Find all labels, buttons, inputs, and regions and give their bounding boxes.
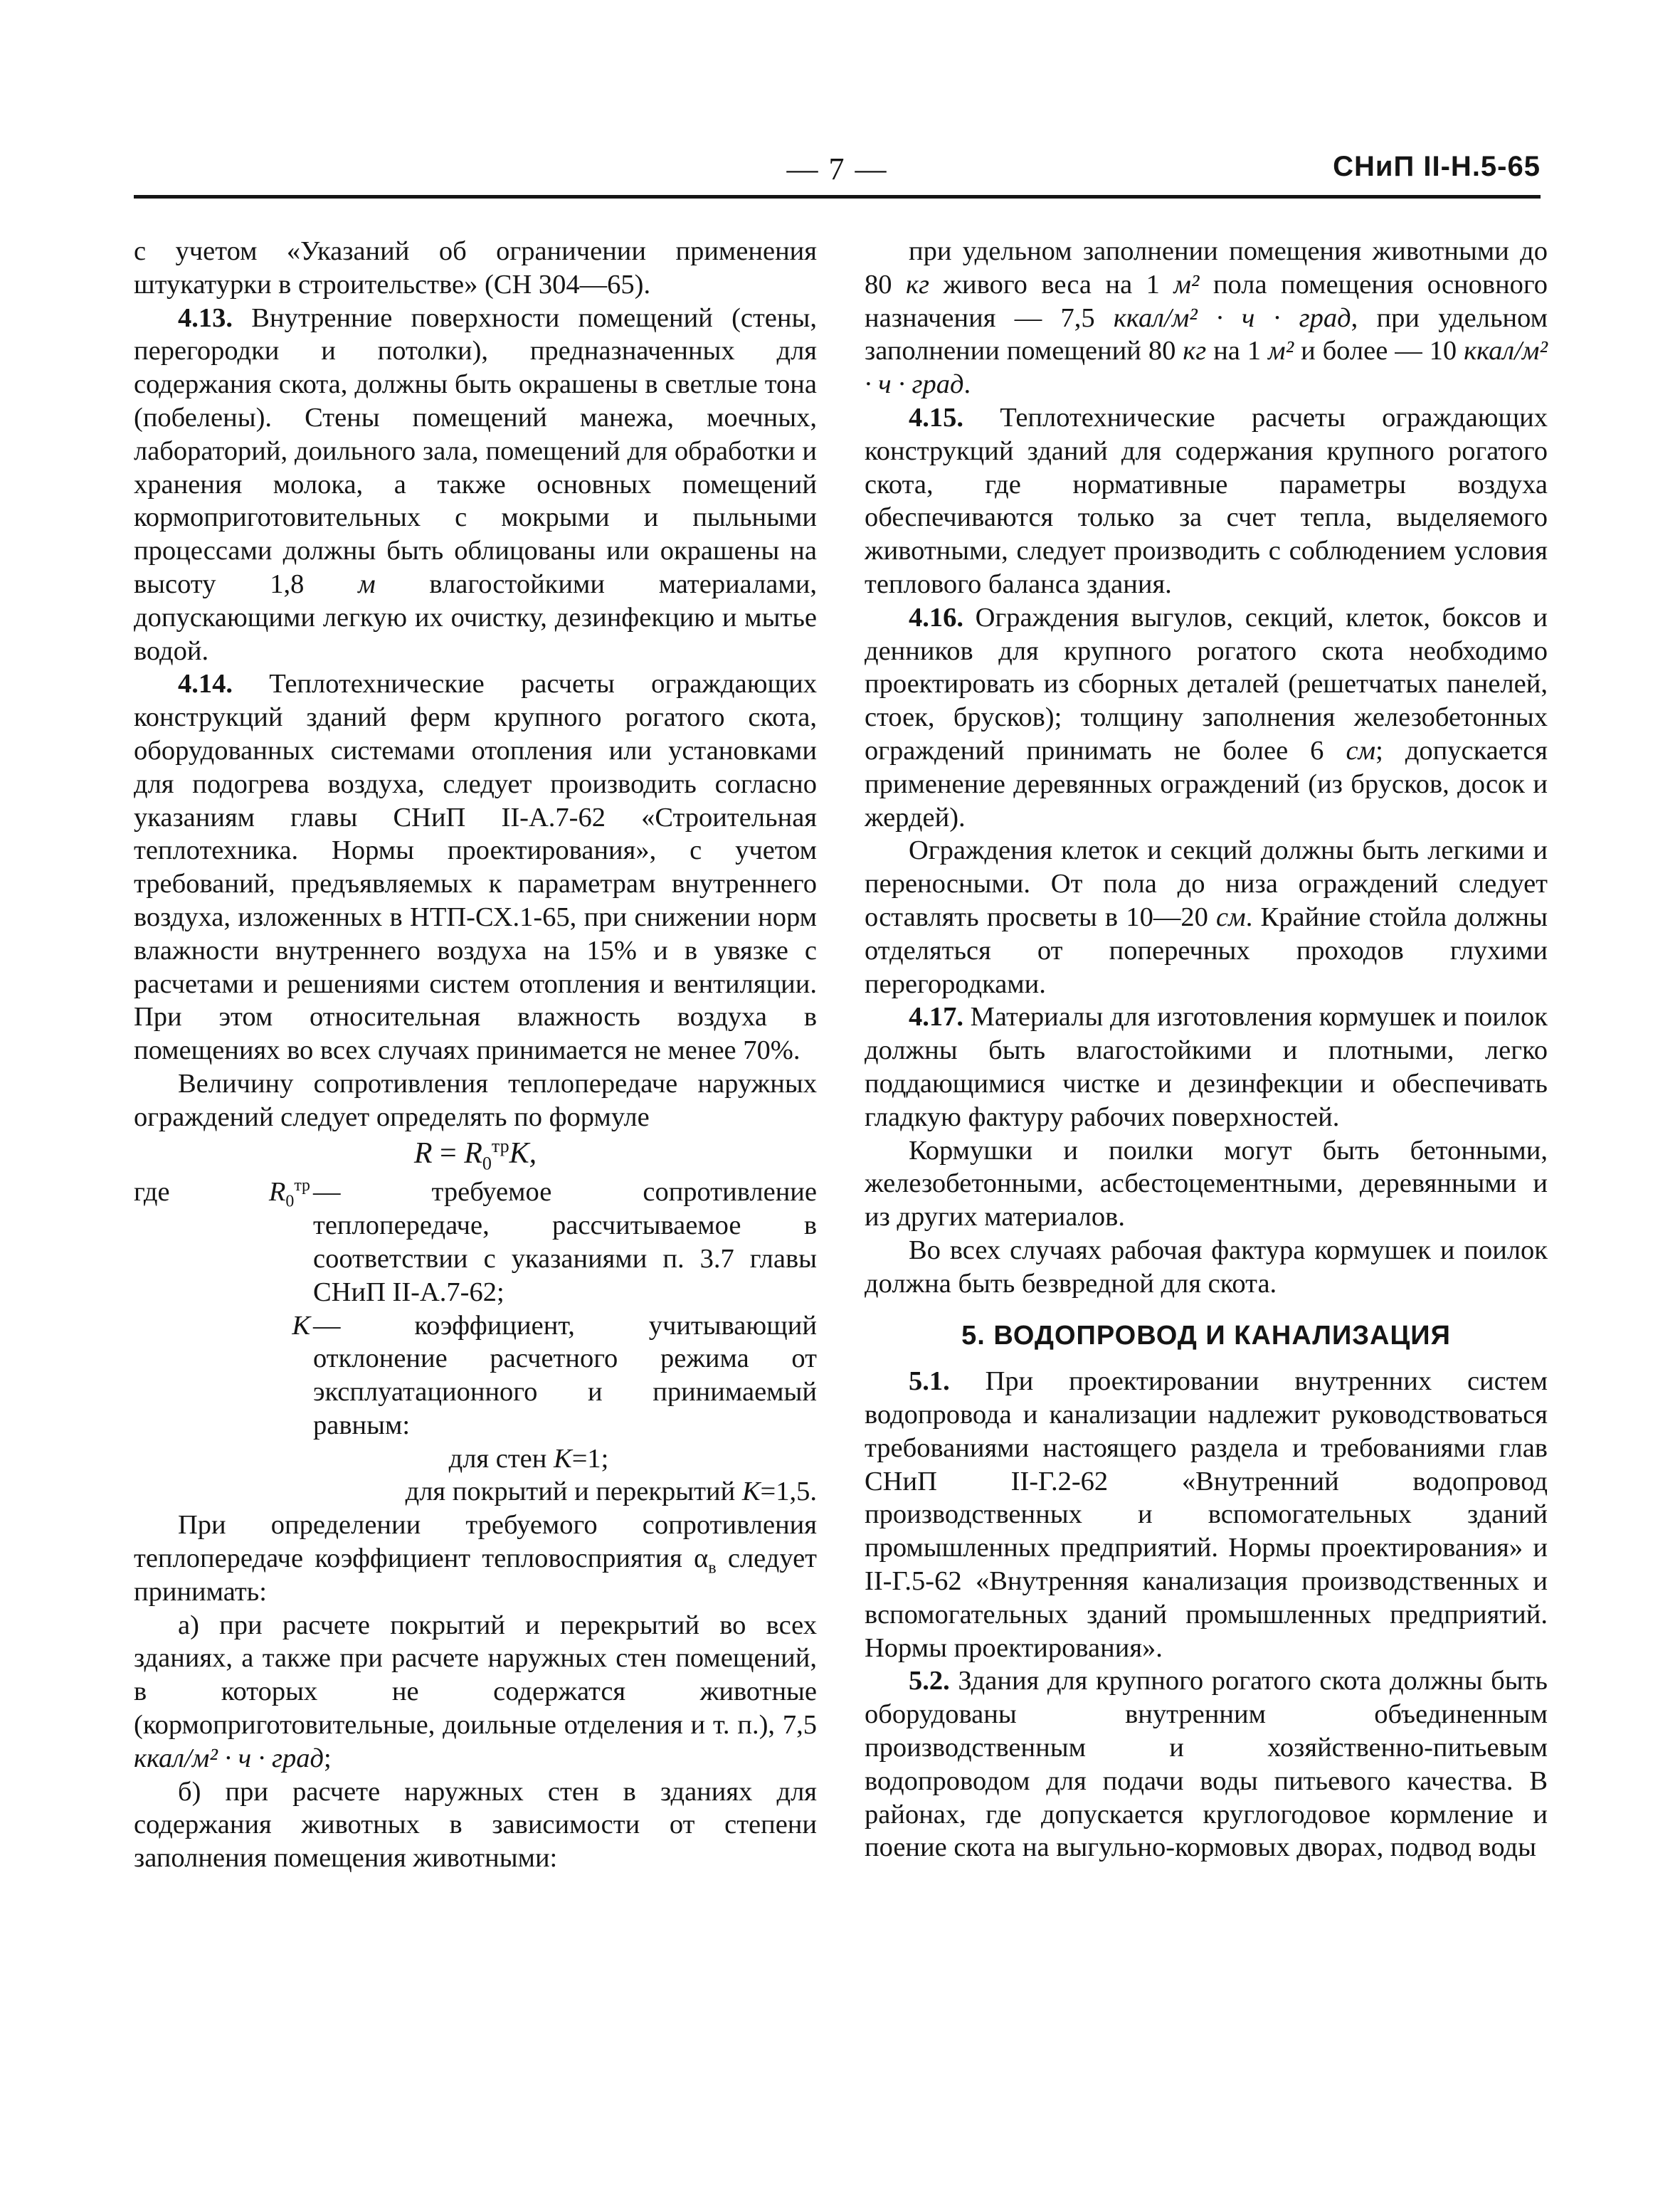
formula-eq: =: [432, 1136, 465, 1170]
text: пола помещения основного назначения — 7,5: [865, 269, 1548, 333]
unit: ккал/м² · ч · град: [1113, 302, 1351, 333]
text: . Крайние стойла должны отделяться от поперечных проходов глухими перегородками.: [865, 902, 1548, 999]
formula-r: R: [464, 1136, 482, 1170]
clause-text: Здания для крупного рогатого скота должны быть оборудованы внутренним объединенным производственным и хозяйственно-питьевым водопроводом для подачи воды питьевого качества. В районах, где допускается круглогодовое кормление и поение скота на выгульно-кормовых дворах, подвод воды: [865, 1666, 1548, 1863]
formula-subscript: 0: [482, 1152, 492, 1173]
clause-number: 4.15.: [909, 402, 963, 433]
paragraph-cages: [865, 834, 1548, 1000]
paragraph-continuation: с учетом «Указаний об ограничении применения штукатурки в строительстве» (СН 304—65).: [134, 236, 817, 300]
k-walls-symbol: K: [554, 1443, 572, 1474]
formula-superscript: тр: [491, 1135, 509, 1156]
k-walls-label: для стен: [448, 1443, 554, 1474]
text: и более — 10: [1294, 336, 1464, 366]
alpha-text-end: следует принимать:: [134, 1543, 818, 1607]
right-column: [865, 235, 1548, 1864]
formula-lhs: R: [413, 1136, 433, 1170]
clause-4-14: [134, 667, 817, 1067]
left-column: [134, 235, 817, 1875]
where-symbol-base: R: [268, 1177, 286, 1208]
clause-4-16: [865, 601, 1548, 835]
item-a-unit: ккал/м² · ч · град: [134, 1743, 324, 1773]
paragraph-continuation-right: [865, 235, 1548, 401]
header-rule: [134, 195, 1541, 199]
clause-5-1: [865, 1365, 1548, 1664]
clause-4-15: [865, 401, 1548, 601]
paragraph-feeders: Кормушки и поилки могут быть бетонными, железобетонными, асбестоцементными, деревянными и из других материалов.: [865, 1135, 1548, 1232]
unit: м²: [1268, 336, 1294, 366]
paragraph-alpha: [134, 1509, 817, 1608]
unit: кг: [1183, 336, 1207, 366]
k-walls-line: [134, 1442, 817, 1476]
where-symbol-superscript: тр: [294, 1176, 310, 1195]
unit: см: [1346, 735, 1376, 766]
k-roofs-value: =1,5.: [760, 1477, 817, 1507]
k-roofs-line: [134, 1475, 817, 1509]
text: при удельном заполнении помещения животными до 80: [865, 236, 1548, 300]
clause-number: 4.17.: [909, 1002, 963, 1033]
clause-number: 4.14.: [178, 669, 233, 699]
page-header: [134, 151, 1541, 195]
item-a-end: ;: [324, 1743, 332, 1773]
unit: ккал/м² · ч · град: [865, 336, 1548, 400]
alpha-symbol: α: [694, 1543, 709, 1574]
alpha-text: При определении требуемого сопротивления теплопередаче коэффициент тепловосприятия: [134, 1510, 817, 1574]
k-roofs-symbol: K: [741, 1477, 761, 1507]
paragraph-all-cases: Во всех случаях рабочая фактура кормушек и поилок должна быть безвредной для скота.: [865, 1235, 1548, 1299]
k-roofs-label: для покрытий и перекрытий: [405, 1477, 742, 1507]
k-text: — коэффициент, учитывающий отклонение расчетного режима от эксплуатационного и принимаемый равным:: [313, 1310, 817, 1440]
unit: м²: [1173, 269, 1200, 300]
page-number: — 7 —: [786, 152, 888, 186]
clause-text: Теплотехнические расчеты ограждающих конструкций зданий для содержания крупного рогатого скота, где нормативные параметры воздуха обеспечиваются только за счет тепла, выделяемого животными, следует производить с соблюдением условия теплового баланса здания.: [865, 402, 1548, 599]
clause-number: 4.16.: [909, 602, 963, 633]
clause-text: ; допускается применение деревянных ограждений (из брусков, досок и жердей).: [865, 735, 1548, 833]
clause-text: влагостойкими материалами, допускающими легкую их очистку, дезинфекцию и мытье водой.: [134, 569, 817, 666]
item-a-text: а) при расчете покрытий и перекрытий во всех зданиях, а также при расчете наружных стен помещений, в которых не содержатся животные (кормоприготовительные, доильные отделения и т. п.), 7,5: [134, 1610, 817, 1741]
text: Ограждения клеток и секций должны быть легкими и переносными. От пола до низа ограждений следует оставлять просветы в 10—20: [865, 835, 1548, 932]
clause-number: 4.13.: [178, 302, 233, 333]
clause-number: 5.2.: [909, 1666, 950, 1696]
unit: м: [358, 569, 376, 599]
unit: кг: [905, 269, 929, 300]
list-item-b: б) при расчете наружных стен в зданиях для содержания животных в зависимости от степени заполнения помещения животными:: [134, 1776, 817, 1874]
alpha-subscript: в: [708, 1558, 717, 1578]
clause-text: При проектировании внутренних систем водопровода и канализации надлежит руководствоваться требованиями настоящего раздела и требованиями глав СНиП II-Г.2-62 «Внутренний водопровод производственных и вспомогательных зданий промышленных предприятий. Нормы проектирования» и II-Г.5-62 «Внутренняя канализация производственных и вспомогательных зданий промышленных предприятий. Нормы проектирования».: [865, 1366, 1548, 1663]
where-definition-r: [134, 1176, 817, 1309]
paragraph-resistance: Величину сопротивления теплопередаче наружных ограждений следует определять по формуле: [134, 1068, 817, 1132]
where-label: где: [134, 1177, 170, 1208]
clause-text: Внутренние поверхности помещений (стены, перегородки и потолки), предназначенных для содержания скота, должны быть окрашены в светлые тона (побелены). Стены помещений манежа, моечных, лабораторий, доильного зала, помещений для обработки и хранения молока, а также основных помещений кормоприготовительных с мокрыми и пыльными процессами должны быть облицованы или окрашены на высоту 1,8: [134, 302, 817, 599]
clause-number: 5.1.: [909, 1366, 950, 1397]
text: на 1: [1206, 336, 1269, 366]
where-text: — требуемое сопротивление теплопередаче, рассчитываемое в соответствии с указаниями п. 3.7 главы СНиП II-А.7-62;: [313, 1177, 817, 1307]
text: , при удельном заполнении помещений 80: [865, 302, 1548, 366]
where-definition-k: [134, 1309, 817, 1442]
clause-text: Теплотехнические расчеты ограждающих конструкций зданий ферм крупного рогатого скота, оборудованных системами отопления или установками для подогрева воздуха, следует производить согласно указаниям главы СНиП II-А.7-62 «Строительная теплотехника. Нормы проектирования», с учетом требований, предъявляемых к параметрам внутреннего воздуха, изложенных в НТП-СХ.1-65, при снижении норм влажности внутреннего воздуха на 15% и в увязке с расчетами и решениями систем отопления и вентиляции. При этом относительная влажность воздуха в помещениях во всех случаях принимается не менее 70%.: [134, 669, 817, 1066]
where-symbol-subscript: 0: [285, 1193, 295, 1211]
document-code: СНиП II-Н.5-65: [1333, 151, 1541, 182]
formula-k: K,: [509, 1136, 537, 1170]
clause-5-2: [865, 1664, 1548, 1864]
section-title: 5. ВОДОПРОВОД И КАНАЛИЗАЦИЯ: [961, 1320, 1451, 1351]
clause-4-17: [865, 1000, 1548, 1134]
clause-4-13: [134, 302, 817, 668]
clause-text: Материалы для изготовления кормушек и поилок должны быть влагостойкими и плотными, легко поддающимися чистке и дезинфекции и обеспечивать гладкую фактуру рабочих поверхностей.: [865, 1002, 1548, 1132]
k-walls-value: =1;: [571, 1443, 609, 1474]
k-symbol: K: [292, 1310, 310, 1341]
unit: см: [1216, 902, 1246, 932]
clause-text: Ограждения выгулов, секций, клеток, боксов и денников для крупного рогатого скота необходимо проектировать из сборных деталей (решетчатых панелей, стоек, брусков); толщину заполнения железобетонных ограждений принимать не более 6: [865, 602, 1548, 766]
text: живого веса на 1: [929, 269, 1174, 300]
where-symbol: [226, 1176, 310, 1309]
text: .: [963, 369, 971, 400]
formula: [134, 1137, 817, 1171]
list-item-a: [134, 1609, 817, 1775]
